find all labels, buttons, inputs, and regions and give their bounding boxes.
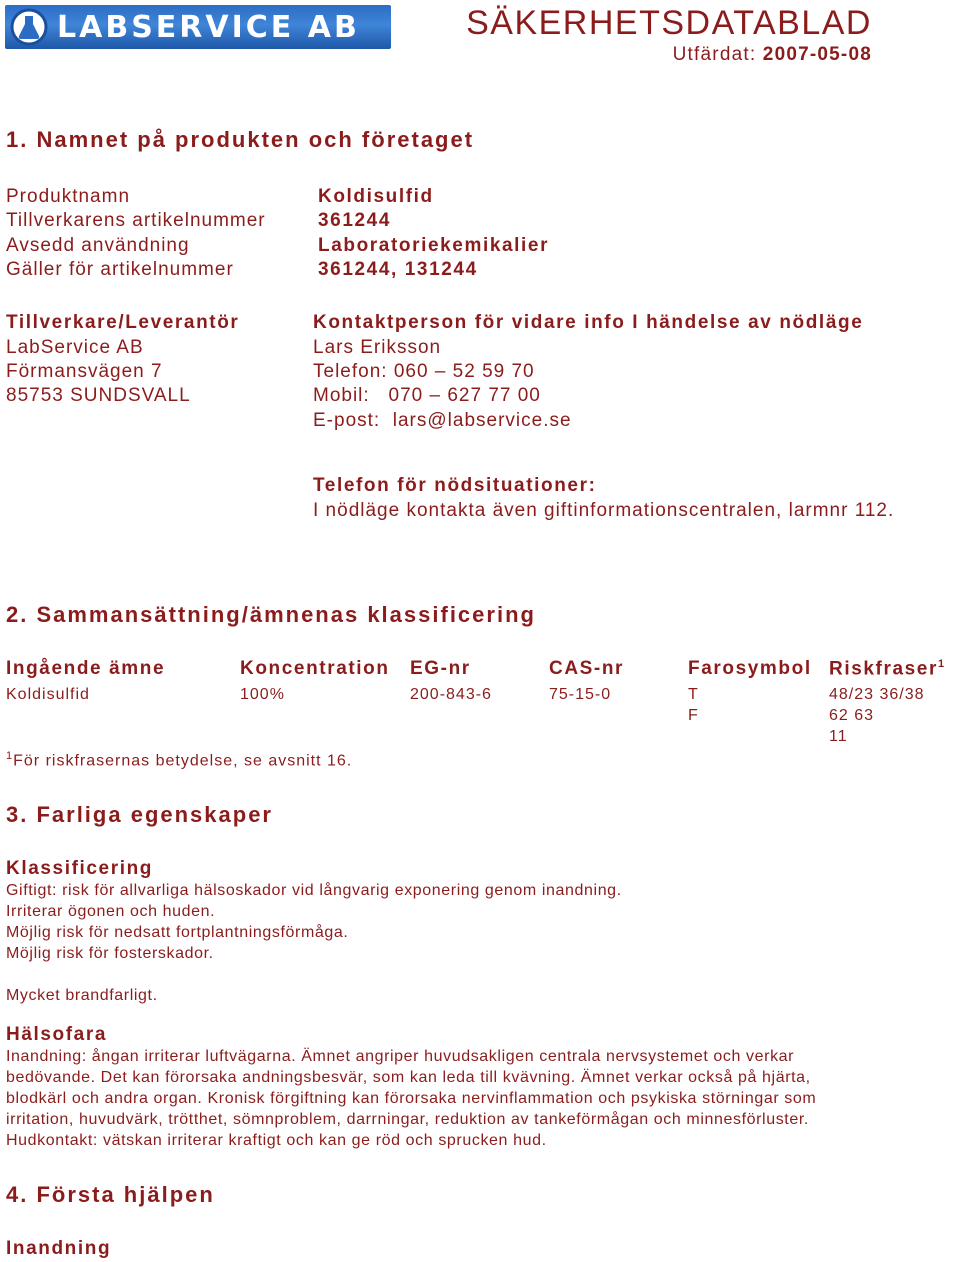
section-3-heading: 3. Farliga egenskaper xyxy=(6,802,273,827)
cas-cell: 75-15-0 xyxy=(549,686,612,703)
phrase-cell-1: 48/23 36/38 xyxy=(829,686,925,703)
footnote-marker: 1 xyxy=(937,658,946,670)
article-number-label: Tillverkarens artikelnummer xyxy=(6,210,266,231)
classification-line-1: Giftigt: risk för allvarliga hälsoskador vid långvarig exponering genom inandning. xyxy=(6,882,622,899)
flask-logo-icon xyxy=(9,7,49,47)
inhalation-heading: Inandning xyxy=(6,1238,112,1259)
supplier-heading: Tillverkare/Leverantör xyxy=(6,312,240,333)
contact-name: Lars Eriksson xyxy=(313,337,442,358)
document-title: SÄKERHETSDATABLAD xyxy=(466,4,872,42)
concentration-cell: 100% xyxy=(240,686,285,703)
symbol-cell-f: F xyxy=(688,707,699,724)
section-2-heading: 2. Sammansättning/ämnenas klassificering xyxy=(6,602,536,627)
column-header-eg: EG-nr xyxy=(410,658,471,679)
emergency-text: I nödläge kontakta även giftinformationscentralen, larmnr 112. xyxy=(313,500,895,521)
column-header-phrases xyxy=(829,658,946,680)
substance-cell: Koldisulfid xyxy=(6,686,90,703)
footnote xyxy=(6,750,352,770)
phrase-cell-3: 11 xyxy=(829,728,848,745)
contact-email: E-post: lars@labservice.se xyxy=(313,410,572,431)
section-4-heading: 4. Första hjälpen xyxy=(6,1182,215,1207)
symbol-cell-t: T xyxy=(688,686,699,703)
issued-date xyxy=(673,44,872,66)
intended-use-label: Avsedd användning xyxy=(6,235,190,256)
classification-heading: Klassificering xyxy=(6,858,154,879)
contact-heading: Kontaktperson för vidare info I händelse av nödläge xyxy=(313,312,864,333)
product-name-label: Produktnamn xyxy=(6,186,131,207)
flammability-note: Mycket brandfarligt. xyxy=(6,987,158,1004)
issued-value: 2007-05-08 xyxy=(762,44,872,65)
applies-to-value: 361244, 131244 xyxy=(318,259,478,280)
applies-to-label: Gäller för artikelnummer xyxy=(6,259,234,280)
column-header-concentration: Koncentration xyxy=(240,658,390,679)
eg-cell: 200-843-6 xyxy=(410,686,492,703)
classification-line-3: Möjlig risk för nedsatt fortplantningsförmåga. xyxy=(6,924,349,941)
footnote-number: 1 xyxy=(6,750,14,762)
health-line-4: irritation, huvudvärk, trötthet, sömnproblem, darrningar, reduktion av tankeförmågan och minnesförluster. xyxy=(6,1111,809,1128)
contact-mobile: Mobil: 070 – 627 77 00 xyxy=(313,385,541,406)
supplier-city: 85753 SUNDSVALL xyxy=(6,385,191,406)
column-header-cas: CAS-nr xyxy=(549,658,625,679)
phrase-cell-2: 62 63 xyxy=(829,707,875,724)
classification-line-2: Irriterar ögonen och huden. xyxy=(6,903,216,920)
section-1-heading: 1. Namnet på produkten och företaget xyxy=(6,127,475,152)
supplier-street: Förmansvägen 7 xyxy=(6,361,163,382)
issued-label: Utfärdat: xyxy=(672,44,757,65)
classification-line-4: Möjlig risk för fosterskador. xyxy=(6,945,214,962)
supplier-name: LabService AB xyxy=(6,337,144,358)
product-name-value: Koldisulfid xyxy=(318,186,434,207)
article-number-value: 361244 xyxy=(318,210,392,231)
company-logo xyxy=(5,5,391,49)
column-header-substance: Ingående ämne xyxy=(6,658,166,679)
health-line-3: blodkärl och andra organ. Kronisk förgiftning kan förorsaka nervinflammation och psykiska störningar som xyxy=(6,1090,817,1107)
column-header-phrases-label: Riskfraser xyxy=(829,658,938,680)
health-hazard-heading: Hälsofara xyxy=(6,1024,107,1045)
intended-use-value: Laboratoriekemikalier xyxy=(318,235,550,256)
logo-text: LABSERVICE AB xyxy=(57,10,360,45)
emergency-heading: Telefon för nödsituationer: xyxy=(313,475,597,496)
health-line-2: bedövande. Det kan förorsaka andningsbesvär, som kan leda till kvävning. Ämnet verkar också på hjärta, xyxy=(6,1069,811,1086)
health-line-1: Inandning: ångan irriterar luftvägarna. Ämnet angriper huvudsakligen centrala nervsystemet och verkar xyxy=(6,1048,795,1065)
contact-phone: Telefon: 060 – 52 59 70 xyxy=(313,361,535,382)
health-line-5: Hudkontakt: vätskan irriterar kraftigt och kan ge röd och sprucken hud. xyxy=(6,1132,547,1149)
column-header-symbol: Farosymbol xyxy=(688,658,812,679)
footnote-text: För riskfrasernas betydelse, se avsnitt 16. xyxy=(13,752,353,770)
